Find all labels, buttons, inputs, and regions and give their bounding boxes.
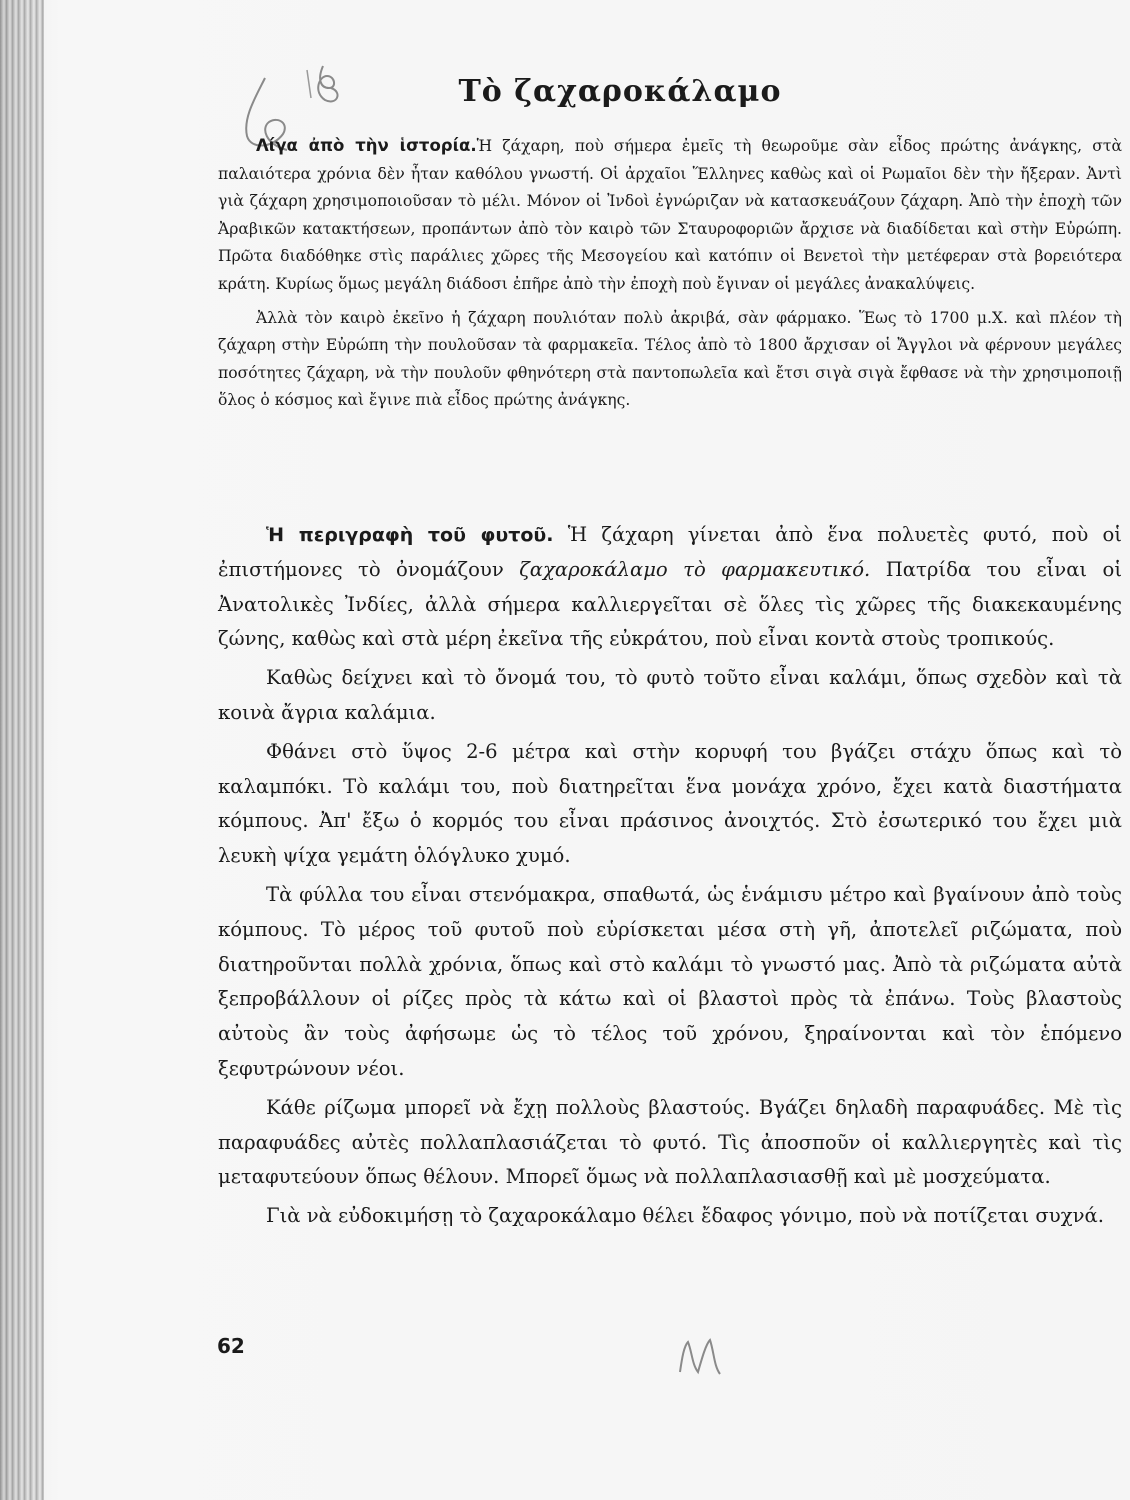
book-spine-edge (0, 0, 44, 1500)
page-title: Τὸ ζαχαροκάλαμο (458, 74, 782, 109)
history-heading: Λίγα ἀπὸ τὴν ἱστορία. (256, 136, 477, 155)
section-history (218, 132, 1122, 415)
description-p1-a: Ἡ ζάχαρη γίνεται ἀπὸ ἕνα πολυετὲς φυτό, ποὺ οἱ ἐπιστήμονες τὸ ὀνομάζουν (218, 523, 1122, 581)
history-paragraph-2: Ἀλλὰ τὸν καιρὸ ἐκεῖνο ἡ ζάχαρη πουλιόταν πολὺ ἀκριβά, σὰν φάρμακο. Ἕως τὸ 1700 μ.Χ. καὶ πλέον τὴ ζάχαρη στὴν Εὐρώπη τὴν πουλοῦσαν τὰ φαρμακεῖα. Τέλος ἀπὸ τὸ 1800 ἄρχισαν οἱ Ἄγγλοι νὰ φέρνουν μεγάλες ποσότητες ζάχαρη, νὰ τὴν πουλοῦν φθηνότερη στὰ παντοπωλεῖα καὶ ἔτσι σιγὰ σιγὰ ἔφθασε νὰ τὴν χρησιμοποιῇ ὅλος ὁ κόσμος καὶ ἔγινε πιὰ εἶδος πρώτης ἀνάγκης. (218, 308, 1122, 410)
description-paragraph-3: Φθάνει στὸ ὕψος 2-6 μέτρα καὶ στὴν κορυφή του βγάζει στάχυ ὅπως καὶ τὸ καλαμπόκι. Τὸ καλάμι του, ποὺ διατηρεῖται ἕνα μονάχα χρόνο, ἔχει κατὰ διαστήματα κόμπους. Ἀπ' ἔξω ὁ κορμός του εἶναι πράσινος ἀνοιχτός. Στὸ ἐσωτερικό του ἔχει μιὰ λευκὴ ψίχα γεμάτη ὁλόγλυκο χυμό. (218, 739, 1122, 868)
description-paragraph-4: Τὰ φύλλα του εἶναι στενόμακρα, σπαθωτά, ὡς ἑνάμισυ μέτρο καὶ βγαίνουν ἀπὸ τοὺς κόμπους. Τὸ μέρος τοῦ φυτοῦ ποὺ εὑρίσκεται μέσα στὴ γῆ, ἀποτελεῖ ριζώματα, ποὺ διατηροῦνται πολλὰ χρόνια, ὅπως καὶ στὸ καλάμι τὸ γνωστό μας. Ἀπὸ τὰ ριζώματα αὐτὰ ξεπροβάλλουν οἱ ρίζες πρὸς τὰ κάτω καὶ οἱ βλαστοὶ πρὸς τὰ ἐπάνω. Τοὺς βλαστοὺς αὐτοὺς ἂν τοὺς ἀφήσωμε ὡς τὸ τέλος τοῦ χρόνου, ξηραίνονται καὶ τὸν ἑπόμενο ξεφυτρώνουν νέοι. (218, 882, 1122, 1080)
history-paragraph-1-text: Ἡ ζάχαρη, ποὺ σήμερα ἐμεῖς τὴ θεωροῦμε σὰν εἶδος πρώτης ἀνάγκης, στὰ παλαιότερα χρόνια δὲν ἦταν καθόλου γνωστή. Οἱ ἀρχαῖοι Ἕλληνες καθὼς καὶ οἱ Ρωμαῖοι δὲν τὴν ἤξεραν. Ἀντὶ γιὰ ζάχαρη χρησιμοποιοῦσαν τὸ μέλι. Μόνον οἱ Ἰνδοὶ ἐγνώριζαν νὰ κατασκευάζουν ζάχαρη. Ἀπὸ τὴν ἐποχὴ τῶν Ἀραβικῶν κατακτήσεων, προπάντων ἀπὸ τὸν καιρὸ τῶν Σταυροφοριῶν ἄρχισε νὰ διαδίδεται καὶ στὴν Εὐρώπη. Πρῶτα διαδόθηκε στὶς παράλιες χῶρες τῆς Μεσογείου καὶ κατόπιν οἱ Βενετοὶ τὴν μετέφεραν στὰ βορειότερα κράτη. Κυρίως ὅμως μεγάλη διάδοσι ἐπῆρε ἀπὸ τὴν ἐποχὴ ποὺ ἔγιναν οἱ μεγάλες ἀνακαλύψεις. (218, 137, 1122, 293)
description-heading: Ἡ περιγραφὴ τοῦ φυτοῦ. (266, 524, 554, 546)
description-p1-italic: ζαχαροκάλαμο τὸ φαρμακευτικό. (519, 557, 871, 581)
section-description (218, 518, 1122, 1234)
description-paragraph-1 (218, 518, 1122, 657)
history-paragraph-1 (218, 132, 1122, 299)
description-paragraph-2: Καθὼς δείχνει καὶ τὸ ὄνομά του, τὸ φυτὸ τοῦτο εἶναι καλάμι, ὅπως σχεδὸν καὶ τὰ κοινὰ ἄγρια καλάμια. (218, 666, 1122, 724)
page-number: 62 (217, 1334, 245, 1358)
description-paragraph-6: Γιὰ νὰ εὐδοκιμήσῃ τὸ ζαχαροκάλαμο θέλει ἔδαφος γόνιμο, ποὺ νὰ ποτίζεται συχνά. (266, 1204, 1104, 1228)
description-p1-b: Πατρίδα του εἶναι οἱ Ἀνατολικὲς Ἰνδίες, ἀλλὰ σήμερα καλλιεργεῖται σὲ ὅλες τὶς χῶρες τῆς διακεκαυμένης ζώνης, καθὼς καὶ στὰ μέρη ἐκεῖνα τῆς εὐκράτου, ποὺ εἶναι κοντὰ στοὺς τροπικούς. (218, 557, 1123, 651)
description-paragraph-5: Κάθε ρίζωμα μπορεῖ νὰ ἔχῃ πολλοὺς βλαστούς. Βγάζει δηλαδὴ παραφυάδες. Μὲ τὶς παραφυάδες αὐτὲς πολλαπλασιάζεται τὸ φυτό. Τὶς ἀποσποῦν οἱ καλλιεργητὲς καὶ τὶς μεταφυτεύουν ὅπως θέλουν. Μπορεῖ ὅμως νὰ πολλαπλασιασθῇ καὶ μὲ μοσχεύματα. (218, 1095, 1122, 1189)
pencil-scribble-bottom-icon (668, 1328, 748, 1388)
